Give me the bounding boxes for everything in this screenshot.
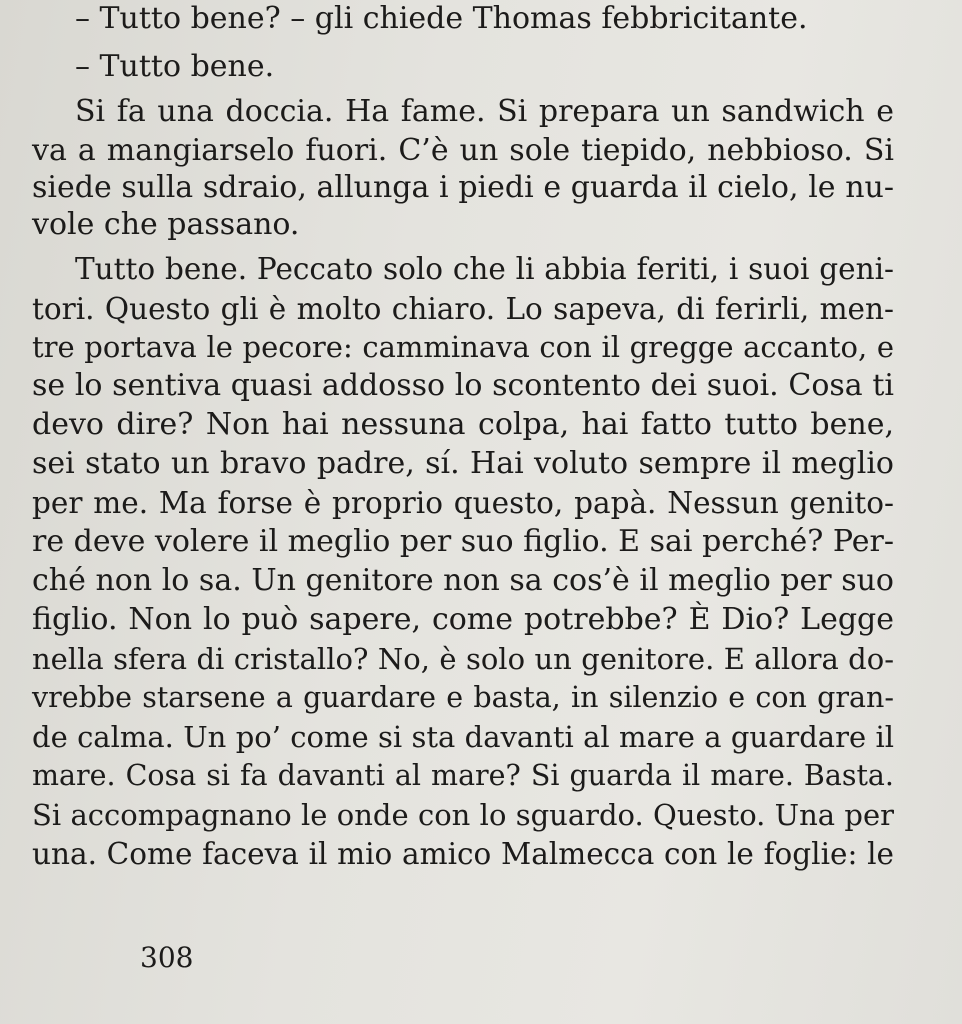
text-line: vole che passano. <box>32 207 300 242</box>
text-line: nella sfera di cristallo? No, è solo un genitore. E allora do- <box>32 642 894 676</box>
text-line: – Tutto bene? – gli chiede Thomas febbricitante. <box>75 1 808 36</box>
text-line: vrebbe starsene a guardare e basta, in silenzio e con gran- <box>32 681 894 714</box>
text-line: va a mangiarselo fuori. C’è un sole tiepido, nebbioso. Si <box>32 133 894 168</box>
text-line: de calma. Un po’ come si sta davanti al mare a guardare il <box>32 720 894 754</box>
text-line: Si fa una doccia. Ha fame. Si prepara un sandwich e <box>75 94 894 129</box>
text-line: sei stato un bravo padre, sí. Hai voluto sempre il meglio <box>32 446 894 481</box>
text-line: tori. Questo gli è molto chiaro. Lo sapeva, di ferirli, men- <box>32 292 894 326</box>
text-line: tre portava le pecore: camminava con il gregge accanto, e <box>32 330 894 364</box>
text-line: siede sulla sdraio, allunga i piedi e guarda il cielo, le nu- <box>32 170 894 205</box>
page-number: 308 <box>140 941 194 974</box>
text-line: Tutto bene. Peccato solo che li abbia feriti, i suoi geni- <box>75 252 894 286</box>
text-line: Si accompagnano le onde con lo sguardo. Questo. Una per <box>32 798 894 832</box>
text-line: devo dire? Non hai nessuna colpa, hai fatto tutto bene, <box>32 407 894 442</box>
text-line: ché non lo sa. Un genitore non sa cos’è il meglio per suo <box>32 563 894 598</box>
text-line: mare. Cosa si fa davanti al mare? Si guarda il mare. Basta. <box>32 759 894 792</box>
text-line: figlio. Non lo può sapere, come potrebbe? È Dio? Legge <box>32 602 894 637</box>
text-line: se lo sentiva quasi addosso lo scontento dei suoi. Cosa ti <box>32 368 894 403</box>
text-line: – Tutto bene. <box>75 49 275 84</box>
text-line: una. Come faceva il mio amico Malmecca con le foglie: le <box>32 837 894 871</box>
text-line: re deve volere il meglio per suo figlio. E sai perché? Per- <box>32 524 894 559</box>
text-line: per me. Ma forse è proprio questo, papà. Nessun genito- <box>32 486 894 520</box>
